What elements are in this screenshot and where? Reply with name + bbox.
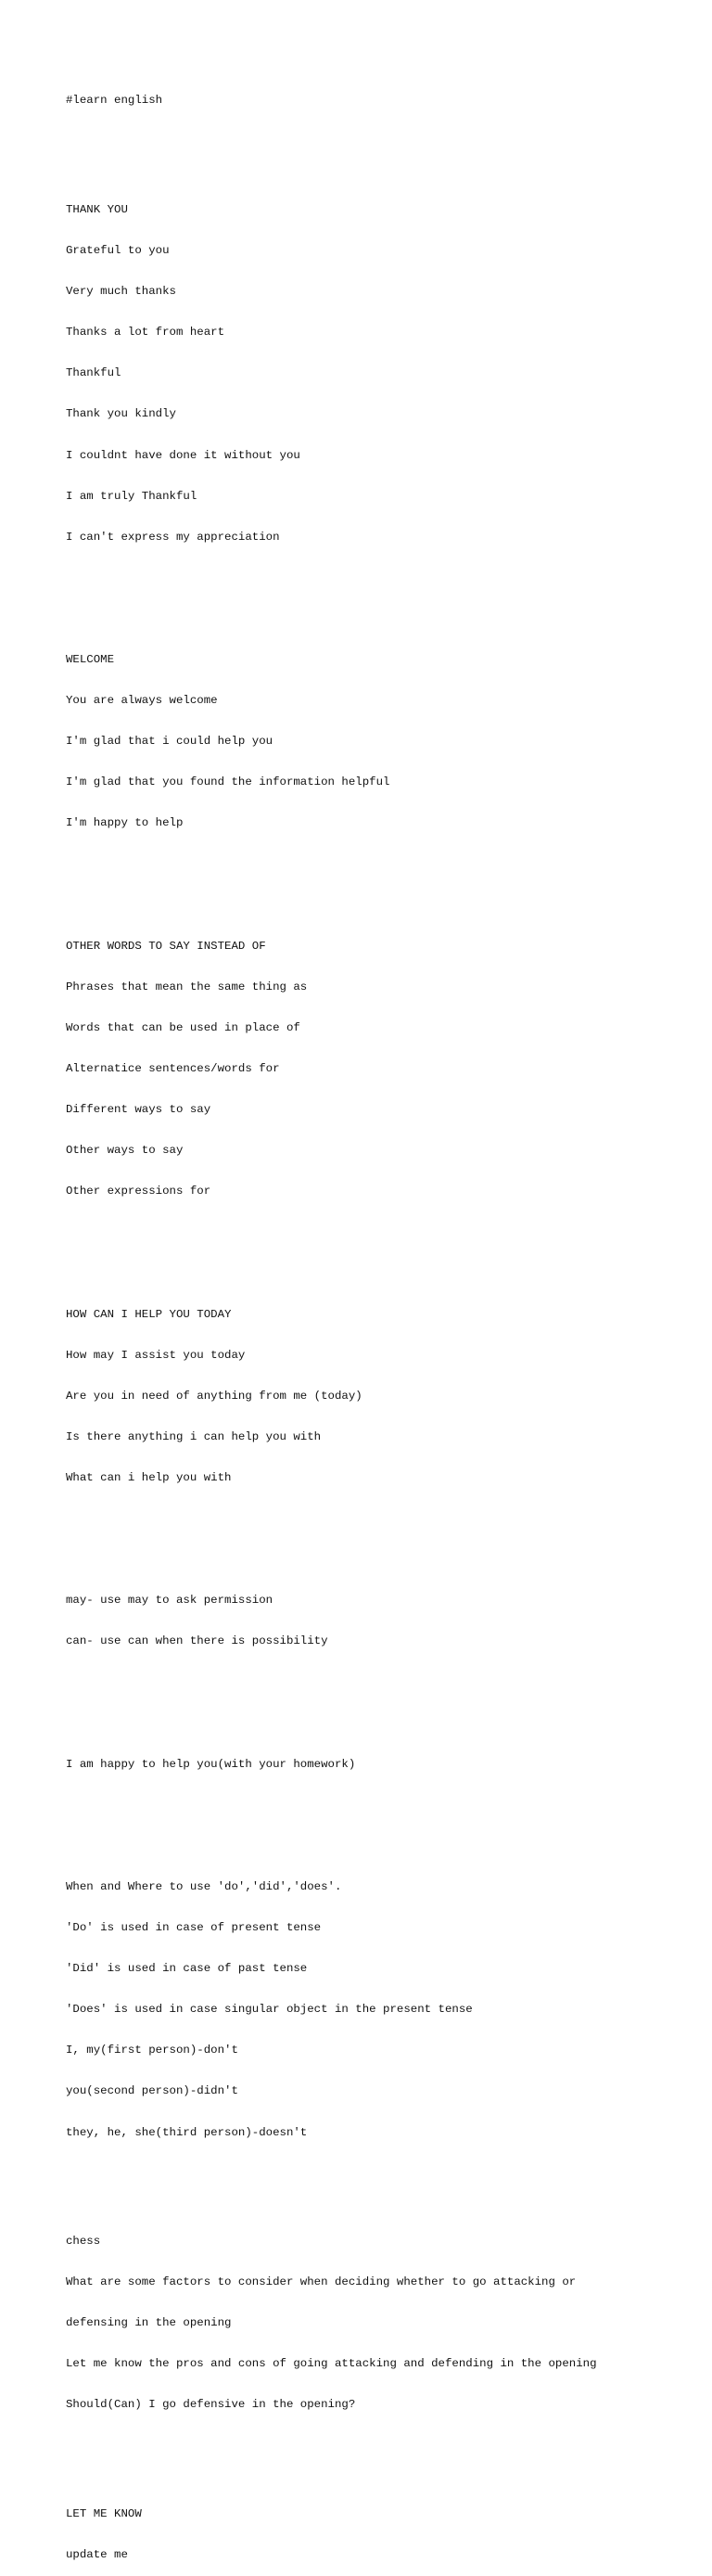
grammar-note-line: 'Does' is used in case singular object in the present tense <box>66 2003 473 2017</box>
phrase-line: I am truly Thankful <box>66 489 197 503</box>
phrase-line: Should(Can) I go defensive in the opening? <box>66 2398 356 2412</box>
phrase-line: Words that can be used in place of <box>66 1020 300 1034</box>
phrase-line: What are some factors to consider when deciding whether to go attacking or <box>66 2275 577 2289</box>
grammar-note-line: may- use may to ask permission <box>66 1594 273 1608</box>
phrase-line: I'm glad that you found the information helpful <box>66 775 390 789</box>
phrase-line: Is there anything i can help you with <box>66 1429 322 1443</box>
phrase-line: Let me know the pros and cons of going attacking and defending in the opening <box>66 2357 597 2371</box>
phrase-line: I'm glad that i could help you <box>66 735 273 749</box>
phrase-line: Thank you kindly <box>66 407 176 421</box>
grammar-note-line: 'Do' is used in case of present tense <box>66 1921 322 1935</box>
phrase-line: Very much thanks <box>66 285 176 299</box>
phrase-line: Are you in need of anything from me (today) <box>66 1389 362 1403</box>
phrase-line: Thanks a lot from heart <box>66 326 225 340</box>
phrase-line: I'm happy to help <box>66 816 184 830</box>
phrase-line: Other ways to say <box>66 1144 184 1158</box>
phrase-line: Thankful <box>66 366 121 380</box>
phrase-line: Grateful to you <box>66 244 170 258</box>
section-heading-do-did-does: When and Where to use 'do','did','does'. <box>66 1879 342 1893</box>
phrase-line: update me <box>66 2548 128 2562</box>
tag-line: #learn english <box>66 94 163 108</box>
section-heading-help-today: HOW CAN I HELP YOU TODAY <box>66 1307 232 1321</box>
phrase-line: Different ways to say <box>66 1103 211 1117</box>
phrase-line: defensing in the opening <box>66 2316 232 2330</box>
phrase-line: Alternatice sentences/words for <box>66 1062 280 1075</box>
section-heading-welcome: WELCOME <box>66 653 115 667</box>
phrase-line: You are always welcome <box>66 694 218 708</box>
phrase-line: I couldnt have done it without you <box>66 448 300 462</box>
phrase-line: How may I assist you today <box>66 1348 246 1362</box>
document-page <box>66 67 696 2576</box>
grammar-note-line: they, he, she(third person)-doesn't <box>66 2125 308 2139</box>
grammar-note-line: 'Did' is used in case of past tense <box>66 1962 308 1976</box>
grammar-note-line: can- use can when there is possibility <box>66 1634 328 1648</box>
section-heading-other-words: OTHER WORDS TO SAY INSTEAD OF <box>66 939 266 953</box>
section-heading-let-me-know: LET ME KNOW <box>66 2507 142 2521</box>
phrase-line: Other expressions for <box>66 1185 211 1198</box>
section-heading-thank-you: THANK YOU <box>66 203 128 216</box>
section-heading-chess: chess <box>66 2235 101 2249</box>
grammar-note-line: you(second person)-didn't <box>66 2084 238 2098</box>
homework-line: I am happy to help you(with your homework) <box>66 1757 356 1771</box>
phrase-line: Phrases that mean the same thing as <box>66 980 308 993</box>
phrase-line: I can't express my appreciation <box>66 530 280 544</box>
phrase-line: What can i help you with <box>66 1470 232 1484</box>
grammar-note-line: I, my(first person)-don't <box>66 2044 238 2057</box>
